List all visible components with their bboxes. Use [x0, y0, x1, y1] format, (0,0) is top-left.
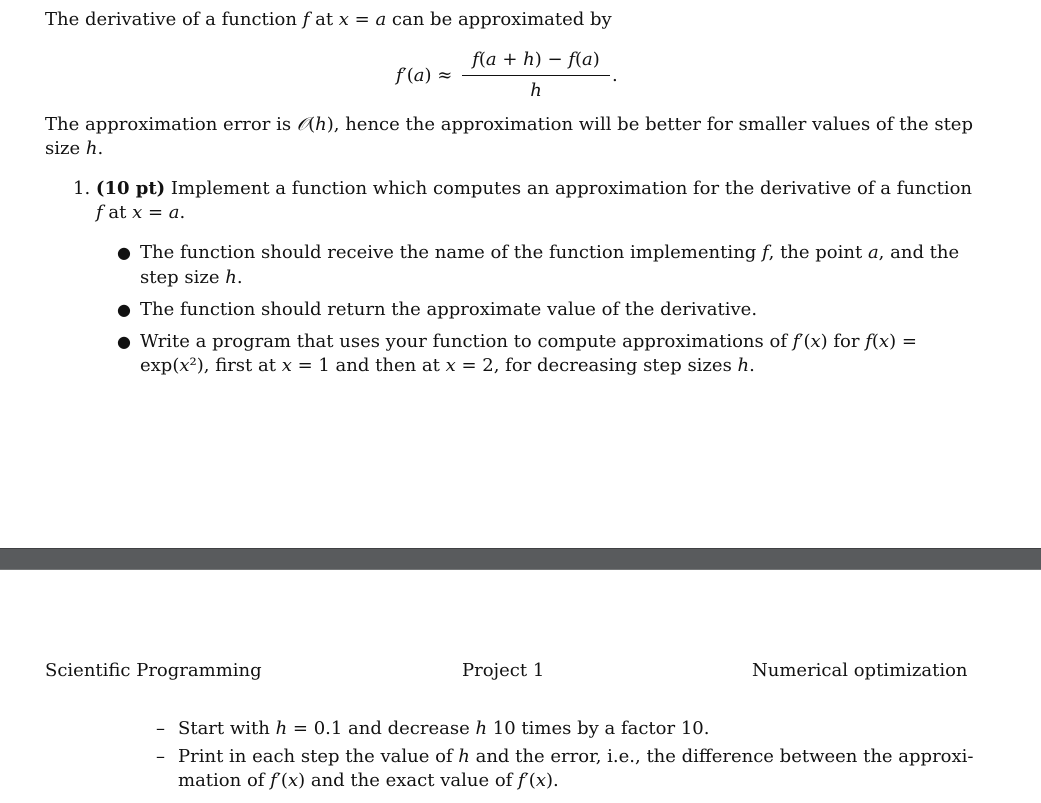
task-1-line-2	[96, 201, 185, 225]
header-center: Project 1	[462, 660, 545, 681]
text: The function should receive the name of the function implementing	[140, 242, 762, 263]
math-var: a	[413, 65, 425, 86]
math-var: a	[485, 49, 497, 70]
math-op: (	[478, 49, 486, 70]
text: mation of	[178, 770, 271, 791]
task-1-line-1	[73, 177, 972, 201]
text: can be approximated by	[386, 9, 612, 30]
math-op: +	[496, 49, 524, 70]
task-points: (10 pt)	[95, 178, 166, 199]
text: Start with	[178, 718, 276, 739]
math-var: f	[396, 65, 403, 86]
header-right: Numerical optimization	[752, 660, 968, 681]
bullet-1-line-1	[140, 241, 959, 265]
bullet-1-line-2	[140, 266, 243, 290]
task-text: Implement a function which computes an approximation for the derivative of a function	[165, 178, 973, 199]
math-var: f	[518, 770, 525, 791]
header-left: Scientific Programming	[45, 660, 262, 681]
error-paragraph-line-1	[45, 113, 973, 137]
bullet-icon: ●	[117, 243, 131, 262]
fraction-denominator: h	[530, 80, 542, 101]
subitem-2-line-2	[178, 769, 559, 793]
math-var: h	[225, 267, 237, 288]
text: The derivative of a function	[45, 9, 303, 30]
error-paragraph-line-2	[45, 137, 103, 161]
text: ) for	[820, 331, 866, 352]
text: The approximation error is	[45, 114, 297, 135]
text: = 1 and then at	[291, 355, 446, 376]
text: .	[749, 355, 755, 376]
task-number: 1.	[73, 178, 91, 199]
math-op: ′(	[276, 770, 288, 791]
dash-icon: –	[156, 718, 165, 739]
math-var: a	[582, 49, 593, 70]
math-op: (	[308, 114, 316, 135]
dash-icon: –	[156, 746, 165, 767]
text: Write a program that uses your function to compute approximations of	[140, 331, 793, 352]
math-var: f	[865, 331, 872, 352]
text: The function should return the approximate value of the derivative.	[140, 299, 758, 320]
math-var: h	[275, 718, 288, 739]
text: step size	[140, 267, 226, 288]
math-op: ′(	[402, 65, 414, 86]
math-var: f	[270, 770, 277, 791]
text: , and the	[878, 242, 960, 263]
math-op: =	[348, 9, 376, 30]
text: .	[97, 138, 104, 159]
math-var: x	[132, 202, 143, 223]
text: ²), first at	[189, 355, 282, 376]
text: at	[309, 9, 339, 30]
math-var: f	[761, 242, 769, 263]
formula-lhs	[396, 64, 452, 88]
math-var: a	[375, 9, 387, 30]
formula-fraction	[462, 48, 610, 102]
text: at	[102, 202, 133, 223]
text: 10 times by a factor 10.	[487, 718, 710, 739]
math-var: f	[792, 331, 800, 352]
math-op: (	[871, 331, 879, 352]
text: ) and the exact value of	[298, 770, 519, 791]
subitem-2-line-1	[178, 745, 974, 769]
bullet-3-line-2	[140, 354, 755, 378]
text: exp(	[140, 355, 180, 376]
math-var: f	[302, 9, 310, 30]
page-separator	[0, 548, 1041, 570]
big-o: 𝒪	[296, 114, 309, 135]
bullet-icon: ●	[117, 332, 131, 351]
math-var: h	[458, 746, 470, 767]
math-var: x	[878, 331, 890, 352]
text: and the error, i.e., the difference between the approxi-	[469, 746, 974, 767]
fraction-bar	[462, 75, 610, 76]
math-var: x	[535, 770, 546, 791]
subitem-1	[178, 717, 709, 741]
math-var: h	[737, 355, 750, 376]
bullet-icon: ●	[117, 300, 131, 319]
math-var: f	[472, 49, 479, 70]
fraction-numerator	[462, 48, 610, 72]
math-var: h	[315, 114, 327, 135]
math-var: x	[338, 9, 349, 30]
math-var: f	[96, 202, 103, 223]
math-var: h	[85, 138, 98, 159]
math-op: )	[592, 49, 600, 70]
text: ), hence the approximation will be better for smaller values of the step	[326, 114, 973, 135]
math-op: (	[575, 49, 583, 70]
math-op: ) =	[889, 331, 917, 352]
text: .	[236, 267, 243, 288]
bullet-2-line-1	[140, 298, 757, 322]
text: = 2, for decreasing step sizes	[455, 355, 738, 376]
math-op: =	[142, 202, 169, 223]
math-var: h	[475, 718, 488, 739]
math-var: f	[568, 49, 575, 70]
math-op: ) ≈	[424, 65, 453, 86]
bullet-3-line-1	[140, 330, 917, 354]
math-var: a	[867, 242, 879, 263]
math-op: ′(	[524, 770, 536, 791]
math-var: a	[168, 202, 180, 223]
text: ).	[545, 770, 559, 791]
math-var: x	[445, 355, 456, 376]
text: , the point	[768, 242, 868, 263]
math-op: ) −	[534, 49, 569, 70]
math-var: h	[523, 49, 535, 70]
formula-period: .	[612, 65, 618, 86]
math-var: x	[179, 355, 190, 376]
math-op: ′(	[799, 331, 811, 352]
intro-line	[45, 8, 612, 32]
text: size	[45, 138, 86, 159]
text: = 0.1 and decrease	[287, 718, 476, 739]
text: Print in each step the value of	[178, 746, 459, 767]
math-var: x	[281, 355, 292, 376]
math-var: x	[810, 331, 821, 352]
text: .	[179, 202, 186, 223]
math-var: x	[287, 770, 299, 791]
